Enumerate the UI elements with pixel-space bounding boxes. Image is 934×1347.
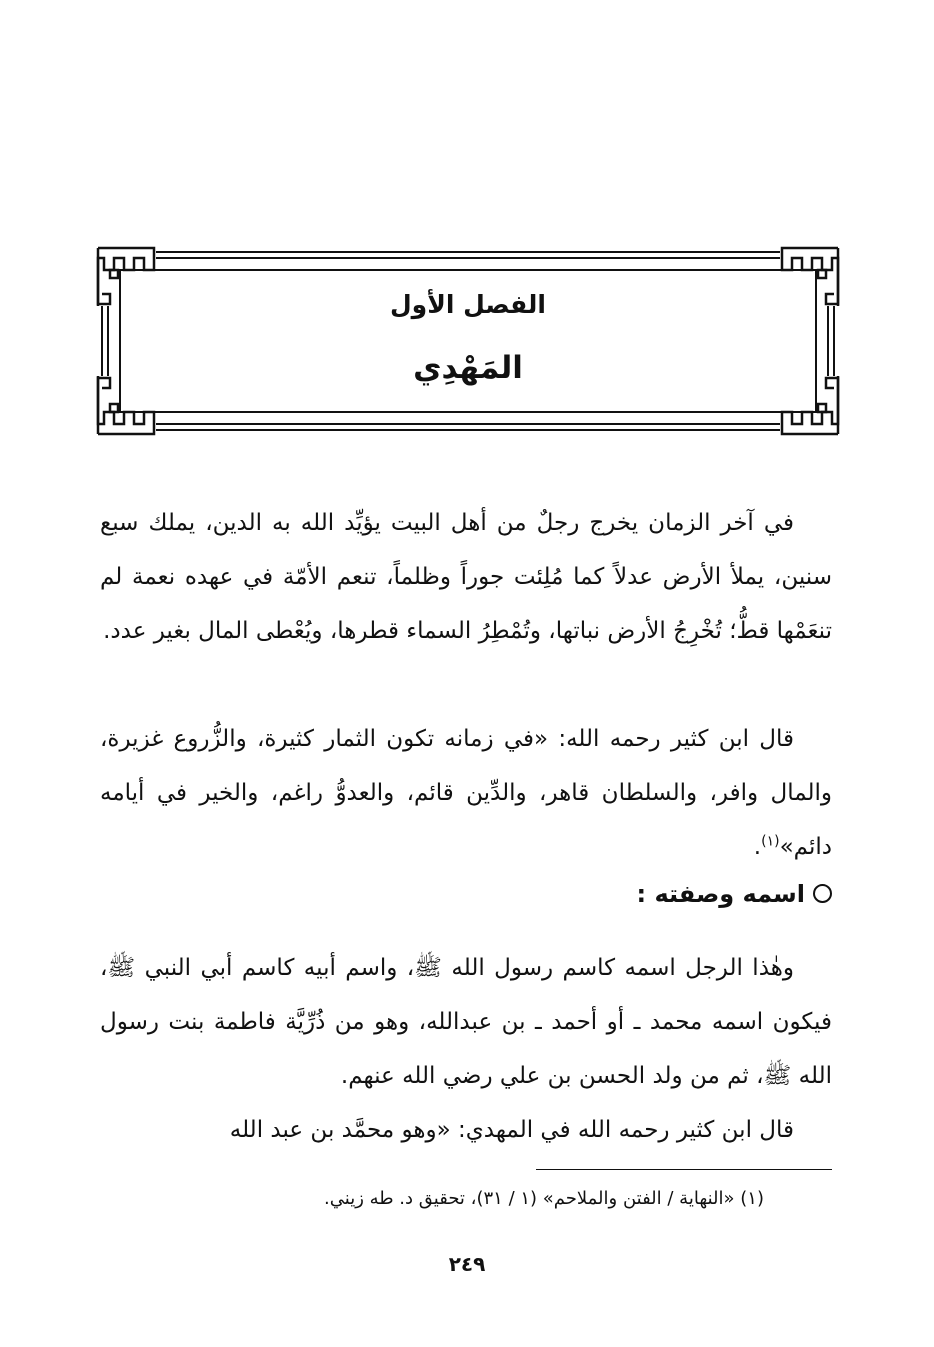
chapter-label: الفصل الأول [389,290,547,319]
page-number: ٢٤٩ [448,1252,486,1276]
paragraph: في آخر الزمان يخرج رجلٌ من أهل البيت يؤيِّد الله به الدين، يملك سبع سنين، يملأ الأرض عدلاً كما مُلِئت جوراً وظلماً، تنعم الأمّة في عهده نعمة لم تنعَمْها قطُّ؛ تُخْرِجُ الأرض نباتها، وتُمْطِرُ السماء قطرها، ويُعْطى المال بغير عدد. [100,510,832,644]
quote-end: . [753,834,762,860]
footnote-divider [536,1169,832,1170]
ornamental-border-icon [96,246,840,436]
quote-text: قال ابن كثير رحمه الله: «في زمانه تكون الثمار كثيرة، والزُّروع غزيرة، والمال وافر، والسلطان قاهر، والدِّين قائم، والعدوُّ راغم، والخير في أيامه دائم» [100,726,832,860]
footnote: (١) «النهاية / الفتن والملاحم» (١ / ٣١)، تحقيق د. طه زيني. [324,1188,764,1209]
paragraph: وهٰذا الرجل اسمه كاسم رسول الله ﷺ، واسم أبيه كاسم أبي النبي ﷺ، فيكون اسمه محمد ـ أو أحمد ـ بن عبدالله، وهو من ذُرِّيَّة فاطمة بنت رسول الله ﷺ، ثم من ولد الحسن بن علي رضي الله عنهم. [100,955,832,1089]
section-heading [636,880,832,908]
paragraph-quote [100,712,832,874]
chapter-title: المَهْدِي [413,350,523,386]
circle-bullet-icon [813,884,832,903]
footnote-marker: (١) [761,833,780,850]
chapter-frame [96,246,840,436]
paragraph: قال ابن كثير رحمه الله في المهدي: «وهو محمَّد بن عبد الله [229,1117,794,1143]
section-heading-text: اسمه وصفته : [636,880,805,908]
